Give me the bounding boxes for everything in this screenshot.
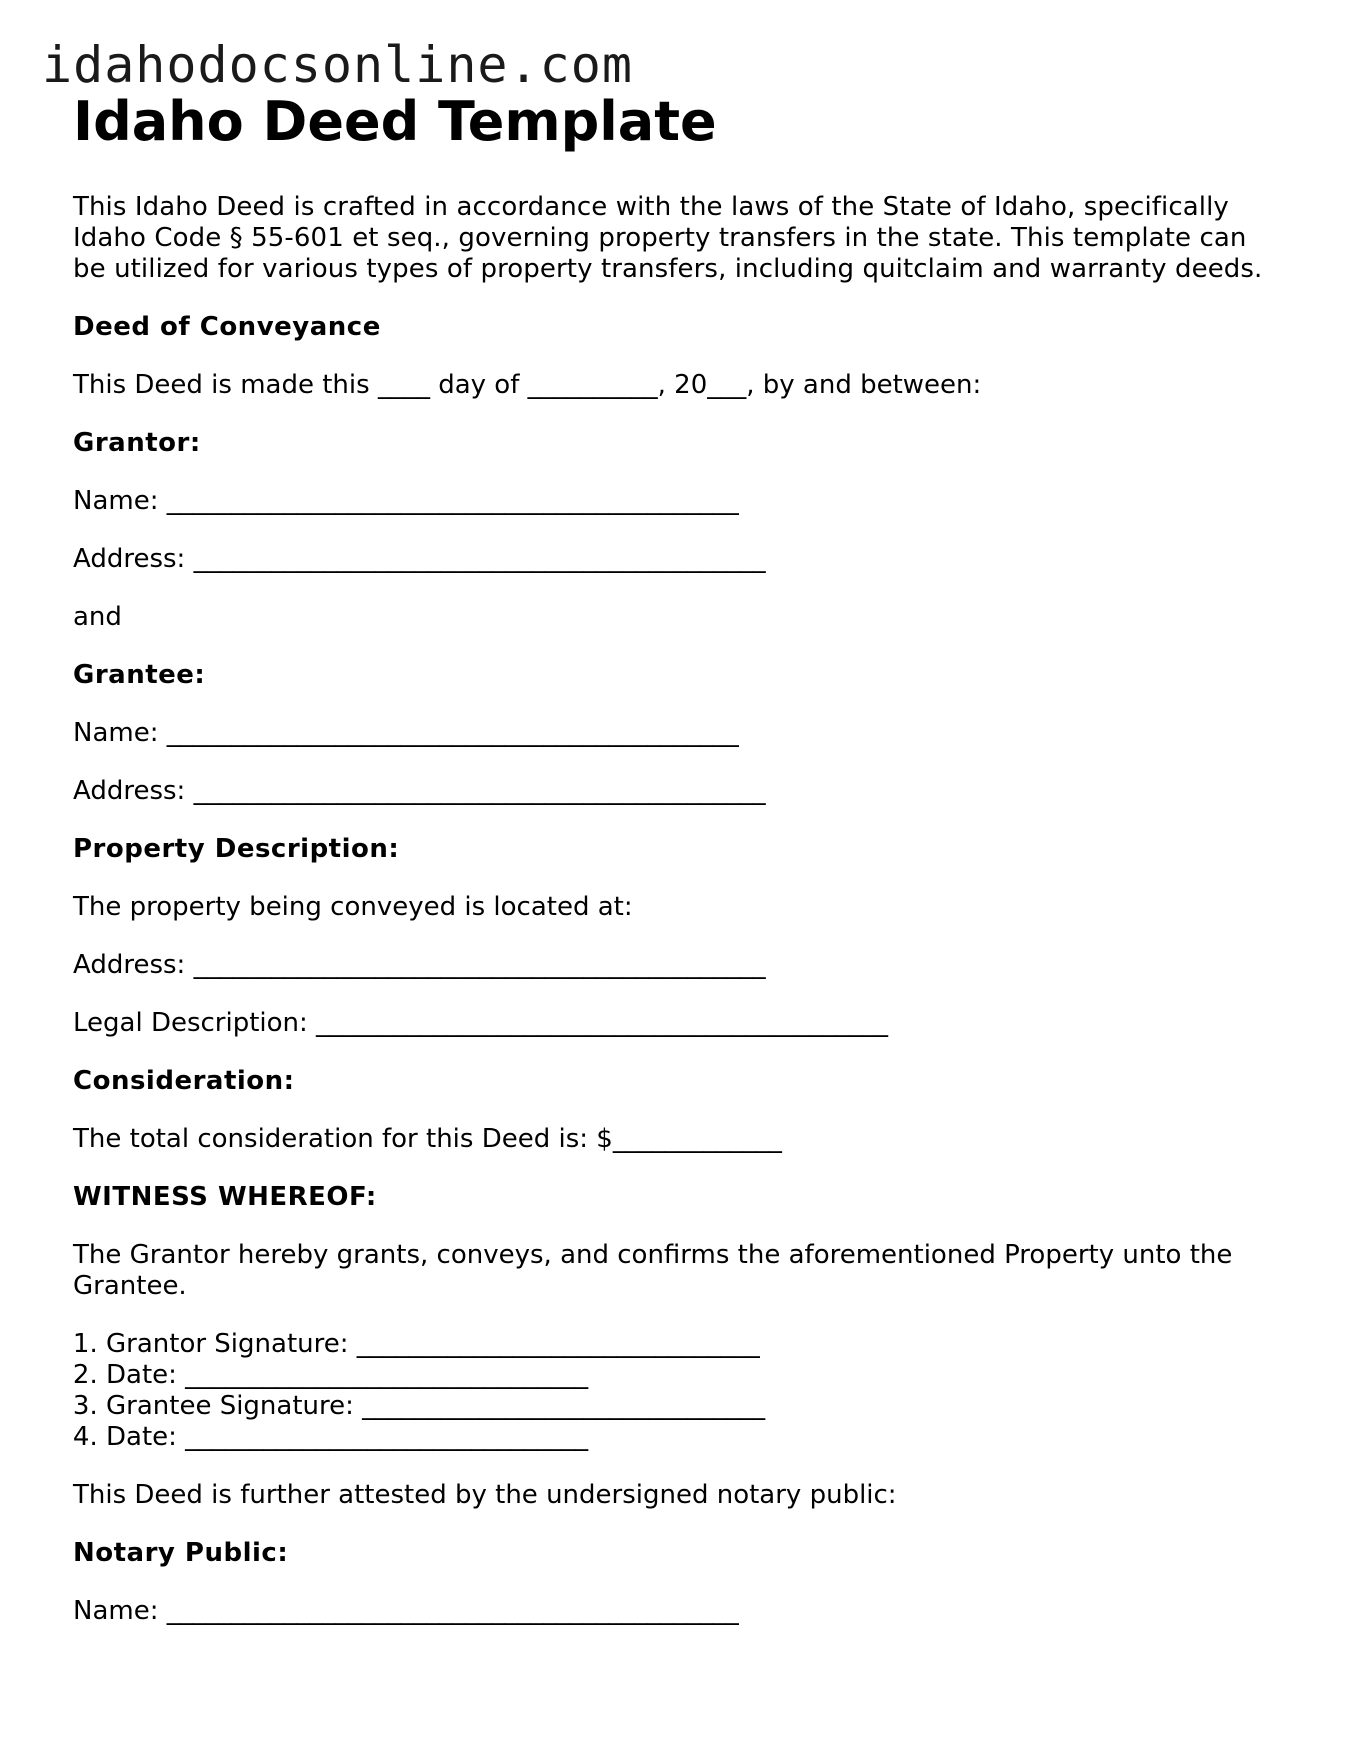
property-heading: Property Description: (73, 834, 400, 864)
property-address-field: Address: ____________________________________________ (73, 950, 766, 980)
deed-date-line: This Deed is made this ____ day of __________, 20___, by and between: (73, 370, 982, 400)
witness-text: The Grantor hereby grants, conveys, and confirms the aforementioned Property unto the Grantee. (73, 1240, 1233, 1301)
witness-heading: WITNESS WHEREOF: (73, 1182, 377, 1212)
grantor-name-field: Name: ____________________________________________ (73, 486, 739, 516)
notary-heading: Notary Public: (73, 1538, 289, 1568)
grantor-date-field: 2. Date: _______________________________ (106, 1360, 1273, 1391)
consideration-amount-field: The total consideration for this Deed is: $_____________ (73, 1124, 782, 1154)
grantee-signature-field: 3. Grantee Signature: _______________________________ (106, 1391, 1273, 1422)
intro-paragraph: This Idaho Deed is crafted in accordance with the laws of the State of Idaho, specifically Idaho Code § 55-601 et seq., governing property transfers in the state. This template can be utilized for various types of property transfers, including quitclaim and warranty deeds. (73, 192, 1263, 284)
deed-document-body (73, 192, 1273, 1654)
conveyance-heading: Deed of Conveyance (73, 312, 381, 342)
legal-description-field: Legal Description: ____________________________________________ (73, 1008, 889, 1038)
grantee-name-field: Name: ____________________________________________ (73, 718, 739, 748)
grantee-heading: Grantee: (73, 660, 206, 690)
grantee-date-field: 4. Date: _______________________________ (106, 1422, 1273, 1453)
consideration-heading: Consideration: (73, 1066, 295, 1096)
signature-list (73, 1329, 1273, 1453)
site-watermark: idahodocsonline.com (42, 36, 633, 94)
grantor-heading: Grantor: (73, 428, 201, 458)
page-title: Idaho Deed Template (73, 90, 717, 153)
notary-attest-text: This Deed is further attested by the undersigned notary public: (73, 1480, 897, 1510)
grantor-signature-field: 1. Grantor Signature: _______________________________ (106, 1329, 1273, 1360)
grantor-address-field: Address: ____________________________________________ (73, 544, 766, 574)
and-text: and (73, 602, 122, 632)
grantee-address-field: Address: ____________________________________________ (73, 776, 766, 806)
property-location-text: The property being conveyed is located at: (73, 892, 633, 922)
notary-name-field: Name: ____________________________________________ (73, 1596, 739, 1626)
